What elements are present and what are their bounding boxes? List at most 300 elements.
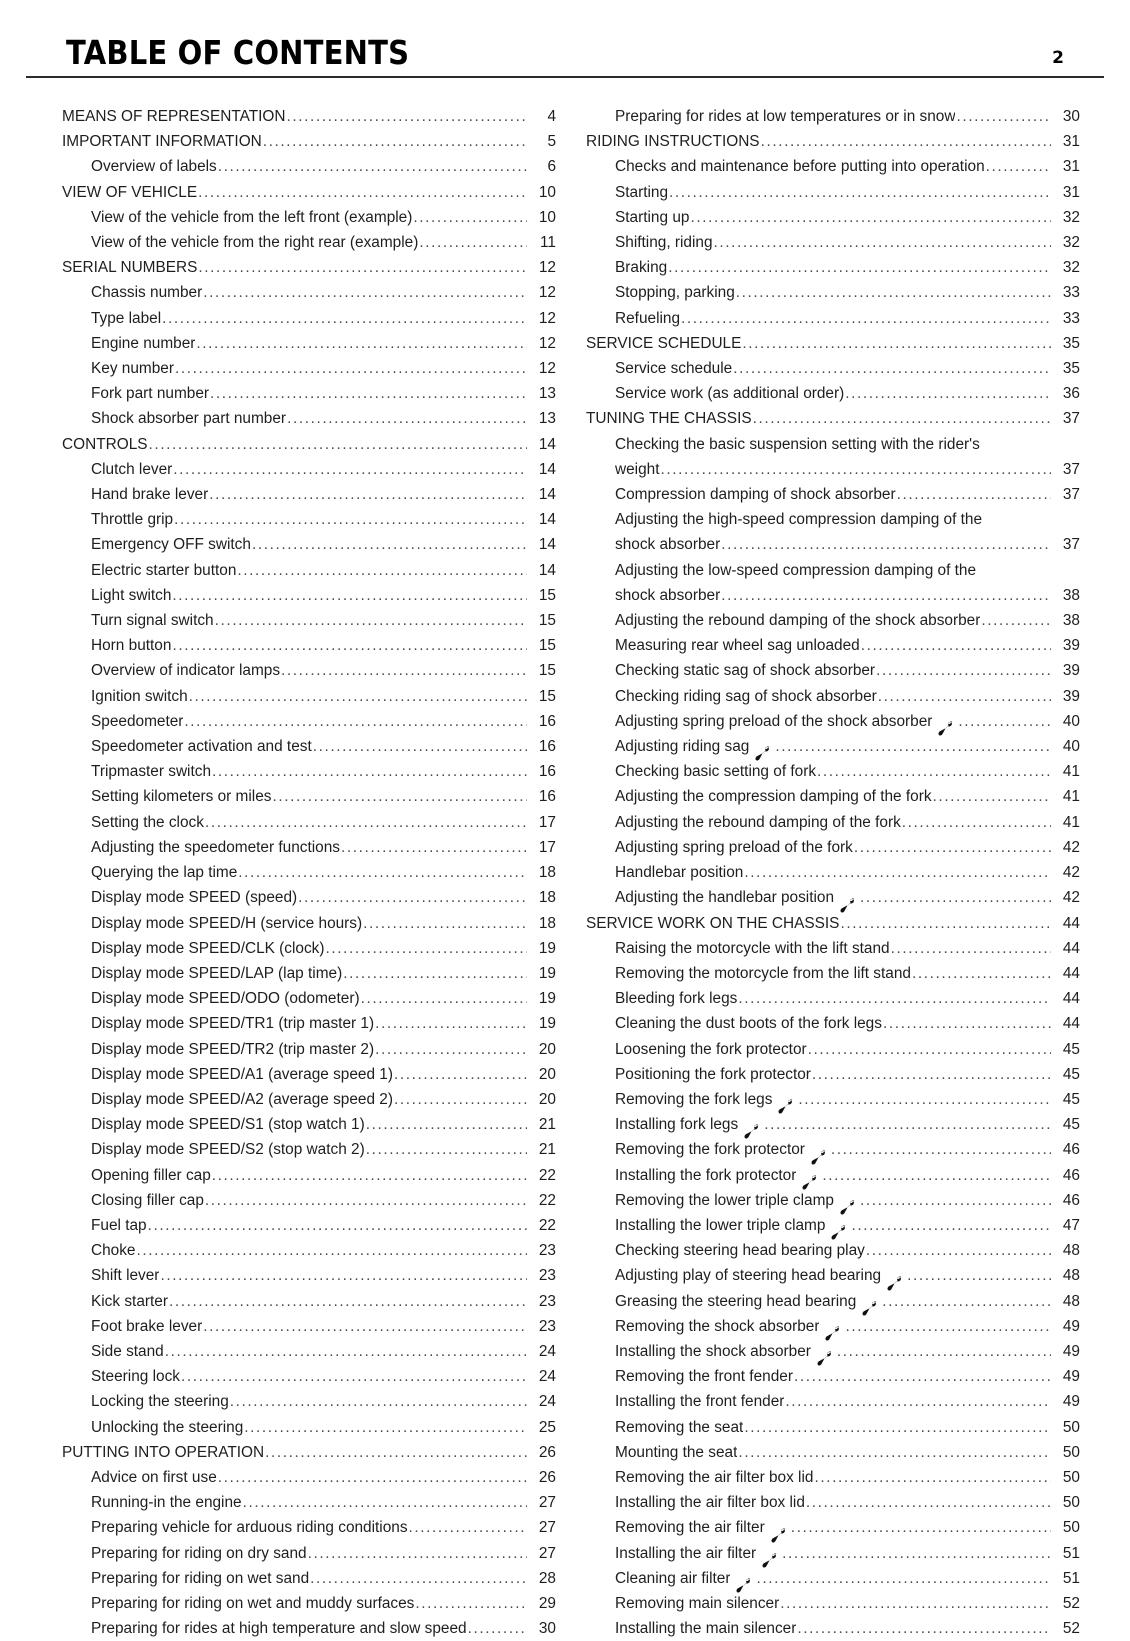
dot-leader <box>785 1389 1051 1414</box>
toc-entry[interactable] <box>62 104 556 129</box>
toc-entry-title: Ignition switch <box>91 687 188 705</box>
toc-entry[interactable] <box>586 1188 1080 1213</box>
toc-page-number: 39 <box>1062 662 1080 680</box>
dot-leader <box>806 1490 1051 1515</box>
toc-page-number: 19 <box>538 990 556 1008</box>
toc-entry[interactable] <box>62 482 556 507</box>
dot-leader <box>174 507 527 532</box>
dot-leader <box>891 936 1051 961</box>
dot-leader <box>882 1289 1051 1314</box>
toc-page-number: 23 <box>538 1292 556 1310</box>
toc-entry[interactable] <box>62 1339 556 1364</box>
toc-page-number: 38 <box>1062 586 1080 604</box>
toc-entry-title: Overview of indicator lamps <box>91 662 281 680</box>
toc-page-number: 50 <box>1062 1443 1080 1461</box>
toc-page-number: 21 <box>538 1141 556 1159</box>
toc-entry-title: Light switch <box>91 586 172 604</box>
toc-entry[interactable] <box>586 658 1080 683</box>
toc-entry-title: CONTROLS <box>62 435 148 453</box>
toc-page-number: 37 <box>1062 486 1080 504</box>
dot-leader <box>210 381 527 406</box>
toc-entry-title: View of the vehicle from the left front (example) <box>91 208 413 226</box>
toc-entry-title: Side stand <box>91 1342 164 1360</box>
toc-entry[interactable] <box>62 1011 556 1036</box>
toc-entry[interactable] <box>586 104 1080 129</box>
toc-entry[interactable] <box>586 961 1080 986</box>
toc-entry[interactable] <box>62 1515 556 1540</box>
toc-entry-title: Service schedule <box>615 360 733 378</box>
dot-leader <box>897 482 1051 507</box>
toc-entry-title: Key number <box>91 360 174 378</box>
toc-entry[interactable] <box>586 1037 1080 1062</box>
toc-entry-title: Installing the lower triple clamp <box>615 1216 826 1234</box>
dot-leader <box>669 180 1051 205</box>
toc-page-number: 24 <box>538 1393 556 1411</box>
toc-page-number: 20 <box>538 1040 556 1058</box>
toc-entry[interactable] <box>586 306 1080 331</box>
toc-entry-title: Speedometer activation and test <box>91 738 312 756</box>
toc-entry[interactable] <box>586 1364 1080 1389</box>
toc-page-number: 17 <box>538 838 556 856</box>
toc-entry[interactable] <box>62 1289 556 1314</box>
toc-entry[interactable] <box>62 1616 556 1641</box>
toc-entry-title: Choke <box>91 1242 136 1260</box>
dot-leader <box>205 810 527 835</box>
dot-leader <box>196 331 527 356</box>
toc-entry-title: Stopping, parking <box>615 284 735 302</box>
toc-page-number: 22 <box>538 1216 556 1234</box>
toc-entry[interactable] <box>586 633 1080 658</box>
dot-leader <box>854 835 1051 860</box>
toc-entry[interactable] <box>62 759 556 784</box>
toc-entry-title: Display mode SPEED/TR1 (trip master 1) <box>91 1015 375 1033</box>
toc-entry-title: Removing the motorcycle from the lift stand <box>615 964 911 982</box>
toc-entry[interactable] <box>62 457 556 482</box>
wrench-icon <box>830 1225 847 1240</box>
toc-entry[interactable] <box>586 1490 1080 1515</box>
toc-entry[interactable] <box>586 1591 1080 1616</box>
toc-entry[interactable] <box>586 1541 1080 1566</box>
toc-entry[interactable] <box>586 709 1080 734</box>
toc-entry-title: Opening filler cap <box>91 1166 211 1184</box>
dot-leader <box>668 255 1051 280</box>
toc-entry-title: Removing the lower triple clamp <box>615 1191 834 1209</box>
dot-leader <box>661 457 1052 482</box>
toc-entry-title: Chassis number <box>91 284 203 302</box>
toc-page-number: 32 <box>1062 259 1080 277</box>
toc-entry[interactable] <box>62 835 556 860</box>
dot-leader <box>912 961 1051 986</box>
toc-entry[interactable] <box>586 255 1080 280</box>
toc-entry[interactable] <box>586 684 1080 709</box>
dot-leader <box>137 1238 528 1263</box>
right-column <box>586 104 1080 1641</box>
left-column <box>62 104 556 1641</box>
toc-page-number: 20 <box>538 1090 556 1108</box>
dot-leader <box>238 860 527 885</box>
toc-entry-title: Display mode SPEED/LAP (lap time) <box>91 964 343 982</box>
toc-entry[interactable] <box>586 205 1080 230</box>
dot-leader <box>149 432 527 457</box>
toc-entry[interactable] <box>62 532 556 557</box>
toc-entry[interactable] <box>62 658 556 683</box>
toc-entry[interactable] <box>62 986 556 1011</box>
toc-entry[interactable] <box>62 734 556 759</box>
dot-leader <box>721 583 1051 608</box>
wrench-icon <box>761 1553 778 1568</box>
toc-entry[interactable] <box>62 356 556 381</box>
toc-entry[interactable] <box>62 1364 556 1389</box>
dot-leader <box>907 1263 1051 1288</box>
toc-entry-title: MEANS OF REPRESENTATION <box>62 108 286 125</box>
toc-entry[interactable] <box>62 583 556 608</box>
toc-entry[interactable] <box>586 356 1080 381</box>
toc-page-number: 16 <box>538 763 556 781</box>
toc-entry-title: Turn signal switch <box>91 612 214 630</box>
toc-entry-title: Clutch lever <box>91 460 173 478</box>
toc-entry-title: Display mode SPEED (speed) <box>91 889 298 907</box>
toc-entry[interactable] <box>586 810 1080 835</box>
dot-leader <box>218 1465 527 1490</box>
dot-leader <box>791 1515 1051 1540</box>
toc-entry-title: Display mode SPEED/A1 (average speed 1) <box>91 1065 393 1083</box>
dot-leader <box>181 1364 527 1389</box>
toc-entry[interactable] <box>586 911 1080 936</box>
toc-entry[interactable] <box>62 255 556 280</box>
toc-entry[interactable] <box>62 1087 556 1112</box>
toc-entry[interactable] <box>586 1389 1080 1414</box>
toc-page-number: 39 <box>1062 687 1080 705</box>
toc-page-number: 11 <box>540 234 556 252</box>
toc-page-number: 14 <box>538 561 556 579</box>
dot-leader <box>394 1087 527 1112</box>
wrench-icon <box>777 1099 794 1114</box>
toc-entry[interactable] <box>586 1314 1080 1339</box>
dot-leader <box>958 709 1051 734</box>
toc-entry[interactable] <box>62 1263 556 1288</box>
toc-entry-title: Adjusting the rebound damping of the shock absorber <box>615 612 981 630</box>
dot-leader <box>366 1112 527 1137</box>
toc-entry-title: Setting kilometers or miles <box>91 788 272 806</box>
toc-page-number: 16 <box>538 788 556 806</box>
toc-entry-title: Removing the air filter <box>615 1519 765 1537</box>
toc-entry-title: Removing the front fender <box>615 1368 793 1386</box>
toc-entry-title: SERVICE WORK ON THE CHASSIS <box>586 914 840 932</box>
toc-entry-title: Removing the fork legs <box>615 1090 773 1108</box>
toc-entry[interactable] <box>62 1440 556 1465</box>
toc-entry-title: Checking static sag of shock absorber <box>615 662 876 680</box>
toc-entry-title: Installing fork legs <box>615 1116 739 1134</box>
toc-entry[interactable] <box>62 936 556 961</box>
toc-entry[interactable] <box>586 558 1080 608</box>
toc-entry[interactable] <box>586 936 1080 961</box>
dot-leader <box>263 129 527 154</box>
toc-entry[interactable] <box>62 1163 556 1188</box>
toc-entry-title: Measuring rear wheel sag unloaded <box>615 637 860 655</box>
toc-entry-title: Fuel tap <box>91 1216 147 1234</box>
toc-page-number: 13 <box>538 410 556 428</box>
dot-leader <box>845 1314 1051 1339</box>
toc-entry[interactable] <box>62 684 556 709</box>
toc-entry-title: Preparing for riding on wet sand <box>91 1569 310 1587</box>
toc-entry[interactable] <box>586 1137 1080 1162</box>
dot-leader <box>756 1566 1051 1591</box>
toc-entry[interactable] <box>62 1415 556 1440</box>
toc-page-number: 31 <box>1062 133 1080 151</box>
toc-entry[interactable] <box>586 1616 1080 1641</box>
toc-entry[interactable] <box>586 860 1080 885</box>
dot-leader <box>738 1440 1051 1465</box>
toc-entry[interactable] <box>586 608 1080 633</box>
toc-entry[interactable] <box>62 507 556 532</box>
toc-entry[interactable] <box>62 1541 556 1566</box>
toc-page-number: 44 <box>1062 1015 1080 1033</box>
wrench-icon <box>886 1276 903 1291</box>
toc-entry[interactable] <box>586 1087 1080 1112</box>
toc-page-number: 38 <box>1062 612 1080 630</box>
toc-entry-title: IMPORTANT INFORMATION <box>62 133 262 151</box>
toc-page-number: 42 <box>1062 838 1080 856</box>
toc-entry[interactable] <box>62 1465 556 1490</box>
toc-page-number: 14 <box>538 435 556 453</box>
dot-leader <box>831 1137 1051 1162</box>
toc-entry[interactable] <box>586 1566 1080 1591</box>
toc-entry[interactable] <box>62 432 556 457</box>
toc-page-number: 44 <box>1062 914 1080 932</box>
toc-entry[interactable] <box>62 1137 556 1162</box>
dot-leader <box>243 1490 527 1515</box>
toc-entry-title: Horn button <box>91 637 172 655</box>
toc-entry[interactable] <box>62 558 556 583</box>
toc-entry[interactable] <box>586 1263 1080 1288</box>
dot-leader <box>310 1566 527 1591</box>
dot-leader <box>681 306 1051 331</box>
toc-entry[interactable] <box>586 759 1080 784</box>
toc-entry-title: Foot brake lever <box>91 1317 203 1335</box>
toc-entry[interactable] <box>62 709 556 734</box>
dot-leader <box>933 784 1051 809</box>
dot-leader <box>690 205 1051 230</box>
toc-entry-title: Speedometer <box>91 712 184 730</box>
toc-entry-title: Checking basic setting of fork <box>615 763 817 781</box>
toc-entry[interactable] <box>586 230 1080 255</box>
dot-leader <box>782 1541 1051 1566</box>
toc-entry[interactable] <box>62 230 556 255</box>
toc-entry[interactable] <box>62 1490 556 1515</box>
toc-entry[interactable] <box>62 961 556 986</box>
toc-entry[interactable] <box>62 1238 556 1263</box>
toc-page-number: 24 <box>538 1342 556 1360</box>
toc-entry[interactable] <box>62 911 556 936</box>
toc-entry-title: Adjusting the high-speed compression damping of the <box>615 511 983 529</box>
toc-page-number: 45 <box>1062 1090 1080 1108</box>
toc-entry-title: Positioning the fork protector <box>615 1065 811 1083</box>
toc-page-number: 50 <box>1062 1468 1080 1486</box>
dot-leader <box>343 961 527 986</box>
toc-page-number: 46 <box>1062 1141 1080 1159</box>
toc-entry[interactable] <box>586 784 1080 809</box>
toc-entry-title: Shift lever <box>91 1267 160 1285</box>
dot-leader <box>738 986 1051 1011</box>
toc-page-number: 48 <box>1062 1242 1080 1260</box>
toc-entry[interactable] <box>586 734 1080 759</box>
toc-entry[interactable] <box>62 1389 556 1414</box>
toc-entry[interactable] <box>62 406 556 431</box>
toc-entry[interactable] <box>62 1566 556 1591</box>
toc-entry-title: TUNING THE CHASSIS <box>586 410 752 428</box>
toc-page-number: 41 <box>1062 813 1080 831</box>
toc-entry[interactable] <box>586 1289 1080 1314</box>
toc-entry-title: Adjusting play of steering head bearing <box>615 1267 882 1285</box>
dot-leader <box>468 1616 527 1641</box>
toc-entry[interactable] <box>62 381 556 406</box>
dot-leader <box>845 381 1051 406</box>
toc-entry[interactable] <box>586 885 1080 910</box>
toc-entry-title: Querying the lap time <box>91 864 238 882</box>
toc-entry[interactable] <box>586 331 1080 356</box>
toc-entry-title: Compression damping of shock absorber <box>615 486 896 504</box>
toc-entry-title: Braking <box>615 259 668 277</box>
toc-entry[interactable] <box>586 381 1080 406</box>
dot-leader <box>230 1389 527 1414</box>
dot-leader <box>986 154 1051 179</box>
toc-entry[interactable] <box>62 306 556 331</box>
toc-entry[interactable] <box>586 406 1080 431</box>
toc-page-number: 26 <box>538 1443 556 1461</box>
wrench-icon <box>810 1150 827 1165</box>
toc-entry[interactable] <box>586 1213 1080 1238</box>
toc-entry[interactable] <box>62 205 556 230</box>
toc-entry[interactable] <box>586 129 1080 154</box>
toc-page-number: 33 <box>1062 284 1080 302</box>
toc-page-number: 32 <box>1062 234 1080 252</box>
toc-page-number: 30 <box>538 1620 556 1638</box>
toc-entry[interactable] <box>586 1238 1080 1263</box>
dot-leader <box>205 1188 527 1213</box>
toc-page-number: 49 <box>1062 1342 1080 1360</box>
toc-entry[interactable] <box>62 1314 556 1339</box>
toc-entry[interactable] <box>586 1465 1080 1490</box>
toc-entry[interactable] <box>62 1213 556 1238</box>
toc-entry-title: Emergency OFF switch <box>91 536 251 554</box>
toc-page-number: 23 <box>538 1317 556 1335</box>
dot-leader <box>265 1440 527 1465</box>
toc-entry-title: Cleaning air filter <box>615 1569 731 1587</box>
toc-entry-title: Installing the shock absorber <box>615 1342 811 1360</box>
toc-entry[interactable] <box>586 1515 1080 1540</box>
dot-leader <box>744 1415 1051 1440</box>
toc-entry[interactable] <box>586 1339 1080 1364</box>
dot-leader <box>764 1112 1051 1137</box>
dot-leader <box>212 1163 527 1188</box>
toc-entry-title: Adjusting the speedometer functions <box>91 838 340 856</box>
toc-entry[interactable] <box>62 608 556 633</box>
dot-leader <box>733 356 1051 381</box>
dot-leader <box>742 331 1051 356</box>
toc-entry[interactable] <box>586 835 1080 860</box>
dot-leader <box>252 532 527 557</box>
toc-entry[interactable] <box>62 129 556 154</box>
toc-entry-title: Starting up <box>615 208 690 226</box>
toc-page-number: 51 <box>1062 1544 1080 1562</box>
toc-page-number: 46 <box>1062 1166 1080 1184</box>
dot-leader <box>744 860 1051 885</box>
toc-entry[interactable] <box>586 1062 1080 1087</box>
toc-entry-title: Preparing for rides at high temperature and slow speed <box>91 1620 467 1638</box>
toc-entry[interactable] <box>586 1415 1080 1440</box>
toc-entry[interactable] <box>62 784 556 809</box>
dot-leader <box>721 532 1051 557</box>
toc-entry[interactable] <box>586 482 1080 507</box>
toc-entry-title: Hand brake lever <box>91 486 209 504</box>
toc-page-number: 21 <box>538 1116 556 1134</box>
toc-entry-title: VIEW OF VEHICLE <box>62 183 198 201</box>
page-title: TABLE OF CONTENTS <box>66 33 410 72</box>
toc-entry-title: PUTTING INTO OPERATION <box>62 1443 265 1461</box>
toc-entry[interactable] <box>586 1163 1080 1188</box>
toc-entry[interactable] <box>62 1591 556 1616</box>
toc-entry-title: Adjusting the handlebar position <box>615 889 835 907</box>
wrench-icon <box>743 1124 760 1139</box>
toc-page-number: 12 <box>538 309 556 327</box>
toc-page-number: 16 <box>538 712 556 730</box>
toc-entry[interactable] <box>62 280 556 305</box>
toc-entry[interactable] <box>62 1037 556 1062</box>
toc-entry[interactable] <box>62 860 556 885</box>
toc-entry-title-continued: shock absorber <box>615 586 721 604</box>
toc-page-number: 48 <box>1062 1292 1080 1310</box>
toc-entry[interactable] <box>586 180 1080 205</box>
toc-page-number: 15 <box>538 586 556 604</box>
toc-entry-title: Kick starter <box>91 1292 168 1310</box>
toc-entry[interactable] <box>586 986 1080 1011</box>
dot-leader <box>165 1339 527 1364</box>
wrench-icon <box>770 1528 787 1543</box>
toc-entry[interactable] <box>586 280 1080 305</box>
toc-page-number: 15 <box>538 612 556 630</box>
toc-entry[interactable] <box>62 1112 556 1137</box>
dot-leader <box>413 205 527 230</box>
toc-entry[interactable] <box>62 1062 556 1087</box>
toc-entry-title: Installing the air filter box lid <box>615 1494 805 1512</box>
toc-entry[interactable] <box>62 1188 556 1213</box>
dot-leader <box>313 734 527 759</box>
toc-entry[interactable] <box>62 810 556 835</box>
toc-entry-title: Display mode SPEED/H (service hours) <box>91 914 363 932</box>
toc-entry[interactable] <box>586 154 1080 179</box>
toc-page-number: 17 <box>538 813 556 831</box>
dot-leader <box>308 1541 527 1566</box>
wrench-icon <box>861 1301 878 1316</box>
toc-entry[interactable] <box>586 1440 1080 1465</box>
dot-leader <box>298 885 527 910</box>
toc-entry[interactable] <box>586 1112 1080 1137</box>
toc-entry[interactable] <box>62 633 556 658</box>
toc-page-number: 35 <box>1062 360 1080 378</box>
toc-entry-title: Electric starter button <box>91 561 237 579</box>
toc-entry[interactable] <box>62 331 556 356</box>
toc-page-number: 27 <box>538 1544 556 1562</box>
toc-entry[interactable] <box>586 1011 1080 1036</box>
toc-entry-title: Tripmaster switch <box>91 763 212 781</box>
toc-entry[interactable] <box>62 885 556 910</box>
toc-entry[interactable] <box>586 432 1080 482</box>
toc-entry[interactable] <box>62 154 556 179</box>
toc-entry[interactable] <box>586 507 1080 557</box>
dot-leader <box>736 280 1051 305</box>
toc-page-number: 51 <box>1062 1569 1080 1587</box>
toc-entry[interactable] <box>62 180 556 205</box>
